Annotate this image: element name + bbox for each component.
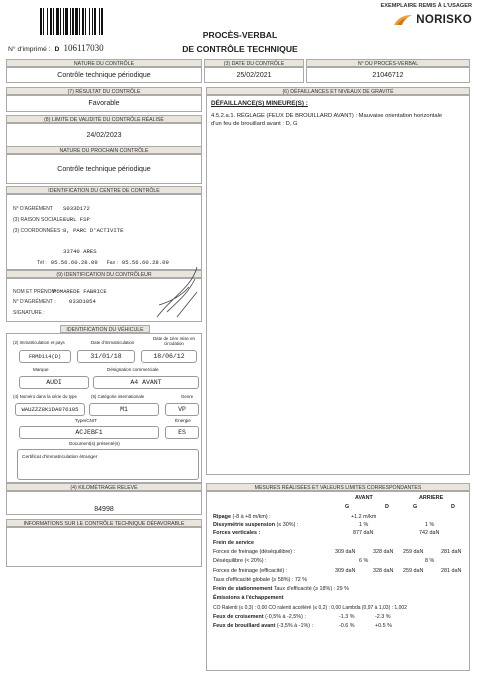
marque-label: Marque <box>33 367 49 372</box>
top-notice: EXEMPLAIRE REMIS À L'USAGER <box>380 3 472 9</box>
genre-label: Genre <box>181 394 194 399</box>
controleur-agrement-label: N° D'AGRÉMENT : <box>13 299 56 305</box>
feux-crois-row <box>213 614 306 620</box>
ff-eff-av-g: 309 daN <box>335 568 356 574</box>
type-field: ACJEBF1 <box>19 426 159 439</box>
dissym-label: Dissymétrie suspension <box>213 522 276 528</box>
ff-deseq-av-d: 328 daN <box>373 549 394 555</box>
dissym-limit: (≤ 30%) : <box>276 522 299 528</box>
marque-field: AUDI <box>19 376 89 389</box>
controleur-header: (9) IDENTIFICATION DU CONTRÔLEUR <box>6 270 202 278</box>
co-line: CO Ralenti (≤ 0,3) : 0,00 CO ralenti accéléré (≤ 0,2) : 0,00 Lambda (0,97 à 1,03) : 1,002 <box>213 605 407 611</box>
ripage-row <box>213 514 271 520</box>
deseq-label: Déséquilibre (< 20%) : <box>213 558 267 564</box>
brand-name: NORISKO <box>416 14 472 26</box>
defaillance-code: 4.5.2.a.1. <box>211 113 236 119</box>
docs-value: Certificat d'immatriculation étranger <box>22 455 98 460</box>
ripage-value: +1.2 m/km <box>351 514 377 520</box>
taux-global-row <box>213 577 307 583</box>
centre-raison-label: (3) RAISON SOCIALE : <box>13 217 66 223</box>
vehicule-header: IDENTIFICATION DU VÉHICULE <box>60 325 150 333</box>
defaillance-text: RÉGLAGE (FEUX DE BROUILLARD AVANT) : Mauvaise orientation horizontale d'un feu de brouillard avant : D, G <box>211 113 443 127</box>
title-line1: PROCÈS-VERBAL <box>202 30 278 40</box>
controleur-box <box>6 278 202 322</box>
first-reg-label: Date d'immatriculation <box>91 340 135 345</box>
deseq-ar: 8 % <box>425 558 435 564</box>
next-nature-header: NATURE DU PROCHAIN CONTRÔLE <box>6 146 202 154</box>
forces-vert-av: 877 daN <box>353 530 374 536</box>
ff-eff-ar-g: 259 daN <box>403 568 424 574</box>
signature-scribble <box>147 257 207 327</box>
controleur-name: POMAREDE FABRICE <box>53 288 107 295</box>
print-number-letter: D <box>54 46 60 53</box>
pv-header: N° DU PROCÈS-VERBAL <box>306 59 470 67</box>
vin-label: (4) Numéro dans la série du type <box>13 394 77 399</box>
frein-stat-value: 29 % <box>336 586 349 592</box>
deseq-av: 6 % <box>359 558 369 564</box>
controleur-agrement: 033D1054 <box>69 298 96 305</box>
energie-label: Énergie <box>175 418 191 423</box>
emissions-label: Émissions à l'échappement <box>213 595 284 601</box>
defaillances-box <box>206 95 470 475</box>
immat-label: (2) Immatriculation et pays <box>13 340 65 345</box>
km-header: (4) KILOMÉTRAGE RELEVÉ <box>6 483 202 491</box>
validity-value: 24/02/2023 <box>86 132 122 139</box>
print-number-value: 106117030 <box>63 43 104 53</box>
feux-brouil-label: Feux de brouillard avant <box>213 623 276 629</box>
dissym-av: 1 % <box>359 522 369 528</box>
centre-agrement-label: N° D'AGRÉMENT <box>13 206 53 212</box>
ff-eff-ar-d: 281 daN <box>441 568 462 574</box>
arriere-g: G <box>413 504 418 510</box>
tel-label: Tél : <box>37 260 47 266</box>
immat-field: FRMD114(D) <box>19 350 71 363</box>
ff-deseq-label: Forces de freinage (déséquilibre) : <box>213 549 296 555</box>
date-value: 25/02/2021 <box>236 72 272 79</box>
arriere-d: D <box>451 504 455 510</box>
frein-stat-label: Frein de stationnement <box>213 586 273 592</box>
defaillances-header: (6) DÉFAILLANCES ET NIVEAUX DE GRAVITÉ <box>206 87 470 95</box>
ff-deseq-ar-d: 281 daN <box>441 549 462 555</box>
nature-value: Contrôle technique périodique <box>57 72 151 79</box>
first-circ-field: 18/06/12 <box>141 350 197 363</box>
fax-value: 05.56.60.28.09 <box>121 259 169 266</box>
ff-deseq-ar-g: 259 daN <box>403 549 424 555</box>
print-number-label: N° d'imprimé : <box>8 46 51 53</box>
forces-vert-label: Forces verticales : <box>213 530 261 536</box>
feux-brouil-limit: (-3,5% à -1%) : <box>276 623 314 629</box>
barcode-bar <box>103 8 104 35</box>
docs-field <box>17 449 199 480</box>
result-box <box>6 95 202 112</box>
km-value: 84998 <box>94 506 114 513</box>
taux-global-value: 72 % <box>294 577 308 583</box>
infos-header: INFORMATIONS SUR LE CONTRÔLE TECHNIQUE DÉFAVORABLE <box>6 519 202 527</box>
signature-label: SIGNATURE : <box>13 310 45 316</box>
forces-vert-ar: 742 daN <box>419 530 440 536</box>
date-header: (3) DATE DU CONTRÔLE <box>204 59 304 67</box>
next-nature-box <box>6 154 202 184</box>
print-number <box>8 43 104 53</box>
categorie-label: (5) Catégorie internationale <box>91 394 145 399</box>
nature-box <box>6 67 202 83</box>
frein-service-label: Frein de service <box>213 540 255 546</box>
categorie-field: M1 <box>89 403 159 416</box>
mesures-box <box>206 491 470 671</box>
feux-crois-d: -2.3 % <box>375 614 391 620</box>
designation-field: A4 AVANT <box>93 376 199 389</box>
feux-brouil-d: +0.5 % <box>375 623 392 629</box>
avant-label: AVANT <box>355 495 373 501</box>
arriere-label: ARRIERE <box>419 495 444 501</box>
first-circ-label: Date de 1ère mise en circulation <box>153 336 195 346</box>
controleur-name-label: NOM ET PRÉNOM : <box>13 289 59 295</box>
ff-eff-label: Forces de freinage (efficacité) : <box>213 568 288 574</box>
vin-field: WAUZZZ8K1DA076105 <box>15 403 85 416</box>
centre-city: 33740 ARES <box>63 248 97 255</box>
pv-box <box>306 67 470 83</box>
type-label: Type/CNIT <box>75 418 97 423</box>
tel-value: 05.56.60.28.09 <box>50 259 98 266</box>
ff-eff-av-d: 328 daN <box>373 568 394 574</box>
ff-deseq-av-g: 309 daN <box>335 549 356 555</box>
dissym-ar: 1 % <box>425 522 435 528</box>
centre-header: IDENTIFICATION DU CENTRE DE CONTRÔLE <box>6 186 202 194</box>
feux-brouil-g: -0.6 % <box>339 623 355 629</box>
frein-stat-row <box>213 586 349 592</box>
bird-icon <box>393 13 413 27</box>
frein-stat-limit: Taux d'efficacité (≥ 18%) : <box>273 586 336 592</box>
dissym-row <box>213 522 298 528</box>
defaillance-item <box>211 113 451 128</box>
genre-field: VP <box>165 403 199 416</box>
ripage-label: Ripage <box>213 514 231 520</box>
avant-g: G <box>345 504 350 510</box>
centre-raison: EURL FSP <box>63 216 90 223</box>
designation-label: Désignation commerciale <box>107 367 159 372</box>
pv-value: 21046712 <box>372 72 404 79</box>
next-nature-value: Contrôle technique périodique <box>57 166 151 173</box>
centre-agrement: S033D172 <box>63 205 90 212</box>
nature-header: NATURE DU CONTRÔLE <box>6 59 202 67</box>
infos-box <box>6 527 202 567</box>
centre-coord-label: (3) COORDONNÉES : <box>13 228 64 234</box>
feux-crois-label: Feux de croisement <box>213 614 264 620</box>
validity-box <box>6 123 202 147</box>
validity-header: (8) LIMITE DE VALIDITÉ DU CONTRÔLE RÉALISÉ <box>6 115 202 123</box>
docs-label: Document(s) présenté(s) <box>69 441 120 446</box>
feux-brouil-row <box>213 623 313 629</box>
title-line2: DE CONTRÔLE TECHNIQUE <box>182 44 298 54</box>
taux-global-label: Taux d'efficacité globale (≥ 58%) : <box>213 577 294 583</box>
vehicule-box <box>6 333 202 483</box>
feux-crois-g: -1.3 % <box>339 614 355 620</box>
first-reg-field: 31/01/18 <box>77 350 135 363</box>
brand-logo <box>393 13 472 27</box>
barcode <box>40 8 158 35</box>
ripage-limit: (-8 à +8 m/km) : <box>232 514 271 520</box>
km-box <box>6 491 202 515</box>
centre-address: 8, PARC D'ACTIVITE <box>63 227 124 234</box>
result-value: Favorable <box>88 100 120 107</box>
result-header: (7) RÉSULTAT DU CONTRÔLE <box>6 87 202 95</box>
energie-field: ES <box>165 426 199 439</box>
feux-crois-limit: (-0,5% à -2,5%) : <box>265 614 306 620</box>
mesures-header: MESURES RÉALISÉES ET VALEURS LIMITES CORRESPONDANTES <box>206 483 470 491</box>
defaillances-title: DÉFAILLANCE(S) MINEURE(S) : <box>211 100 308 107</box>
avant-d: D <box>385 504 389 510</box>
fax-label: Fax : <box>106 260 118 266</box>
date-box <box>204 67 304 83</box>
